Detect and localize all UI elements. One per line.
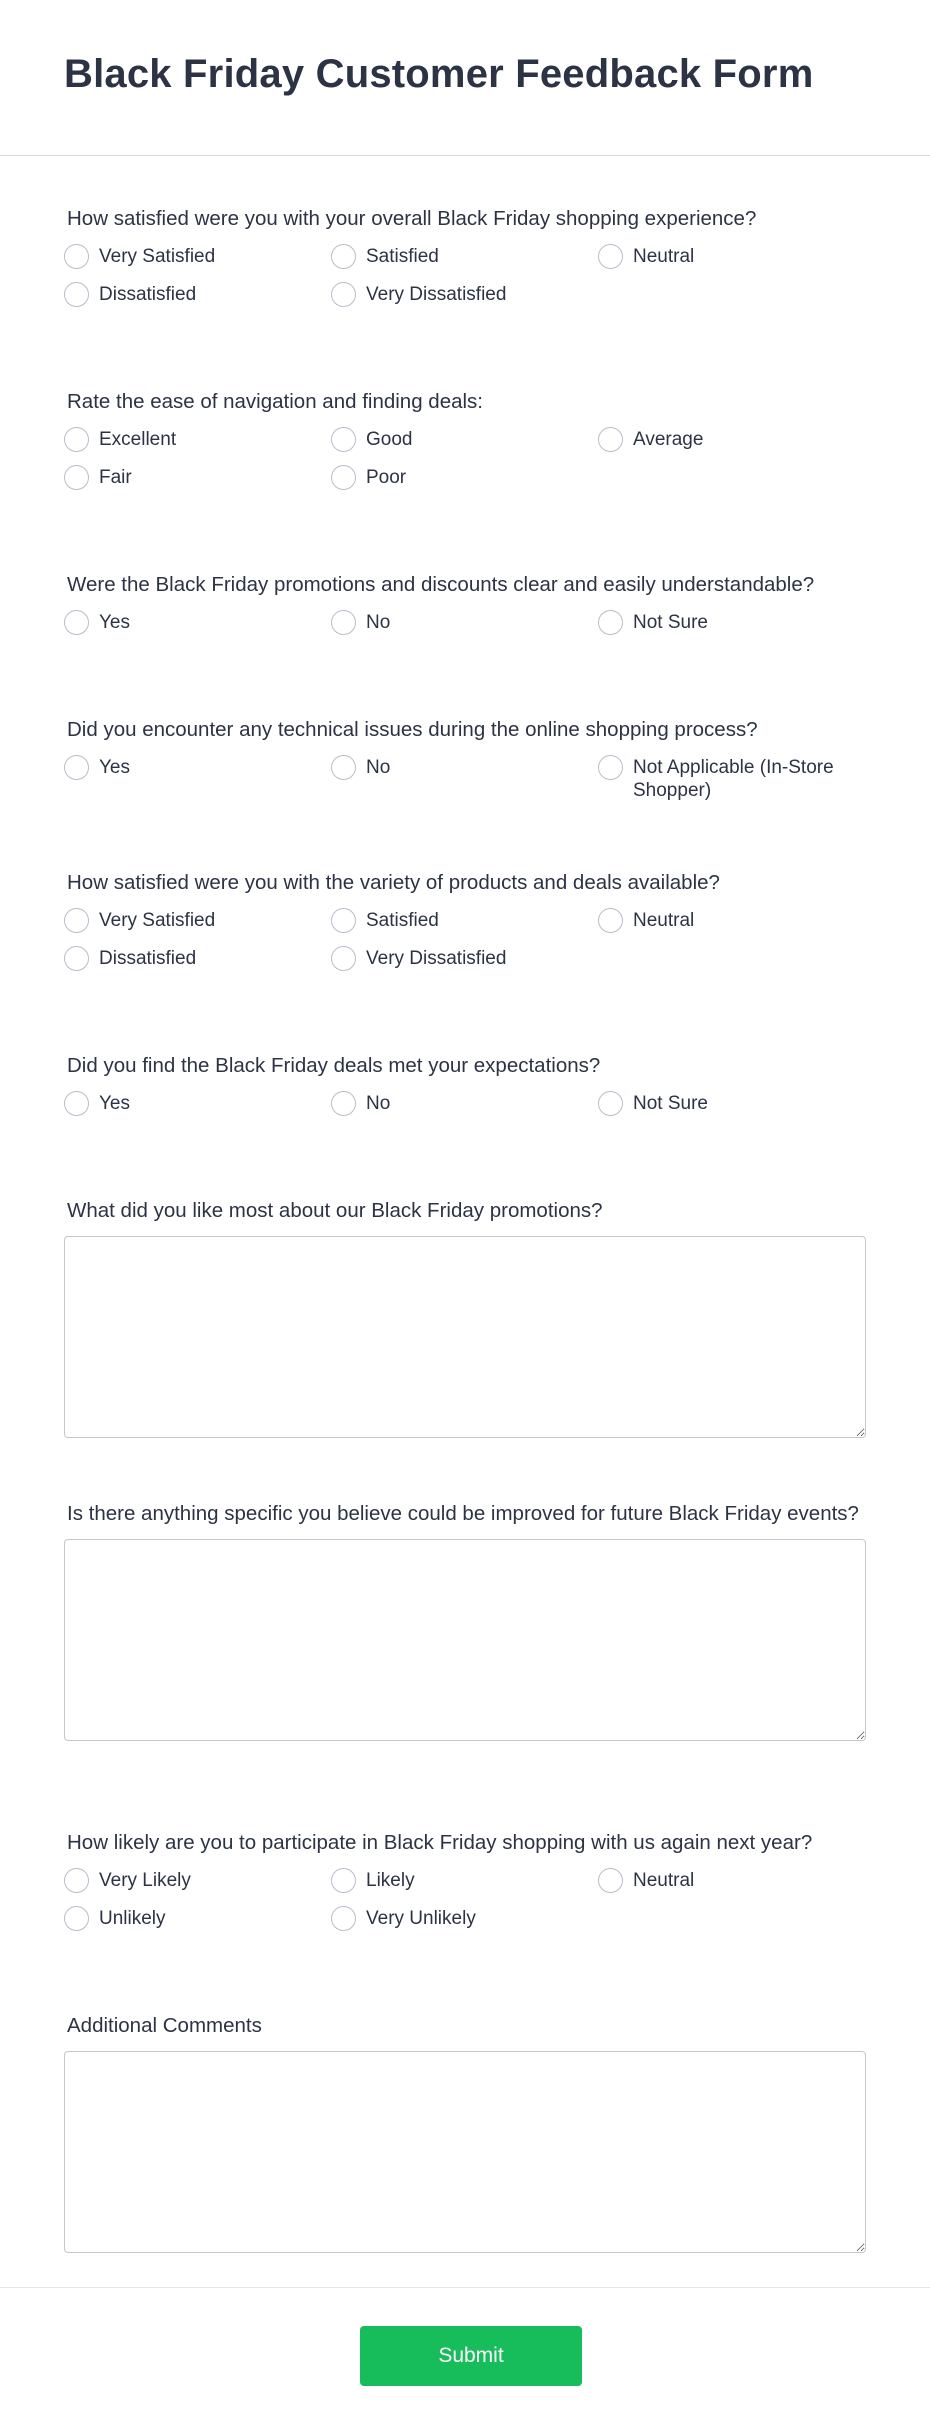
radio-option-label: Very Satisfied	[99, 246, 216, 267]
radio-button[interactable]	[331, 1868, 356, 1893]
radio-option[interactable]	[598, 1868, 866, 1893]
radio-option[interactable]	[331, 465, 598, 490]
radio-option[interactable]	[598, 1091, 866, 1116]
radio-button[interactable]	[331, 1091, 356, 1116]
question-label: Rate the ease of navigation and finding deals:	[67, 390, 483, 413]
radio-option[interactable]	[64, 908, 331, 933]
radio-option-label: No	[366, 1093, 391, 1114]
radio-option-label: Not Applicable (In-Store Shopper)	[633, 757, 834, 801]
radio-option-label: Very Unlikely	[366, 1908, 476, 1929]
radio-button[interactable]	[598, 908, 623, 933]
liked-most-textarea[interactable]	[64, 1236, 866, 1438]
radio-option[interactable]	[331, 1906, 598, 1931]
question-label: Is there anything specific you believe could be improved for future Black Friday events?	[67, 1502, 859, 1525]
radio-option[interactable]	[331, 946, 598, 971]
radio-button[interactable]	[64, 610, 89, 635]
radio-option[interactable]	[64, 1091, 331, 1116]
radio-button[interactable]	[598, 610, 623, 635]
radio-button[interactable]	[64, 755, 89, 780]
radio-button[interactable]	[331, 427, 356, 452]
radio-option-label: Satisfied	[366, 910, 439, 931]
radio-option-label: Not Sure	[633, 612, 708, 633]
radio-option-label: No	[366, 757, 391, 778]
radio-button[interactable]	[64, 1868, 89, 1893]
radio-button[interactable]	[331, 282, 356, 307]
radio-group	[64, 908, 866, 971]
radio-button[interactable]	[331, 908, 356, 933]
radio-option[interactable]	[64, 282, 331, 307]
textarea-wrapper	[64, 1539, 866, 1741]
radio-button[interactable]	[331, 610, 356, 635]
radio-option[interactable]	[598, 427, 866, 452]
radio-button[interactable]	[64, 946, 89, 971]
radio-button[interactable]	[64, 465, 89, 490]
radio-option-label: Dissatisfied	[99, 948, 197, 969]
radio-button[interactable]	[598, 427, 623, 452]
radio-option[interactable]	[331, 282, 598, 307]
radio-option-label: Unlikely	[99, 1908, 166, 1929]
question-participate-again	[64, 1830, 866, 1931]
form-header	[0, 0, 930, 156]
question-additional-comments	[64, 2013, 866, 2253]
submit-button[interactable]: Submit	[360, 2326, 582, 2386]
question-technical-issues	[64, 717, 866, 802]
radio-option[interactable]	[331, 427, 598, 452]
question-label: Were the Black Friday promotions and discounts clear and easily understandable?	[67, 573, 815, 596]
radio-group	[64, 610, 866, 635]
radio-option[interactable]	[331, 908, 598, 933]
radio-button[interactable]	[331, 1906, 356, 1931]
radio-group	[64, 755, 866, 802]
radio-option[interactable]	[331, 755, 598, 802]
radio-option[interactable]	[331, 244, 598, 269]
radio-option-label: Yes	[99, 757, 130, 778]
question-label: How likely are you to participate in Black Friday shopping with us again next year?	[67, 1831, 813, 1854]
radio-button[interactable]	[331, 755, 356, 780]
radio-group	[64, 427, 866, 490]
radio-option-label: Neutral	[633, 910, 695, 931]
radio-button[interactable]	[598, 1868, 623, 1893]
radio-group	[64, 1091, 866, 1116]
improvements-textarea[interactable]	[64, 1539, 866, 1741]
question-navigation-ease	[64, 389, 866, 490]
radio-option[interactable]	[64, 244, 331, 269]
radio-option-label: Yes	[99, 612, 130, 633]
textarea-wrapper	[64, 1236, 866, 1438]
radio-option[interactable]	[331, 610, 598, 635]
radio-option[interactable]	[64, 1906, 331, 1931]
radio-button[interactable]	[331, 465, 356, 490]
radio-option[interactable]	[64, 755, 331, 802]
radio-option[interactable]	[598, 755, 866, 802]
radio-option[interactable]	[331, 1091, 598, 1116]
radio-option-label: Yes	[99, 1093, 130, 1114]
radio-button[interactable]	[64, 1906, 89, 1931]
radio-option[interactable]	[64, 1868, 331, 1893]
radio-option-label: Very Likely	[99, 1870, 191, 1891]
radio-button[interactable]	[64, 908, 89, 933]
radio-option-label: Not Sure	[633, 1093, 708, 1114]
radio-option[interactable]	[598, 244, 866, 269]
radio-option[interactable]	[64, 465, 331, 490]
radio-button[interactable]	[598, 1091, 623, 1116]
question-label: What did you like most about our Black Friday promotions?	[67, 1199, 603, 1222]
question-product-variety	[64, 870, 866, 971]
question-label: How satisfied were you with the variety of products and deals available?	[67, 871, 720, 894]
radio-button[interactable]	[64, 244, 89, 269]
radio-option-label: Very Dissatisfied	[366, 948, 507, 969]
textarea-wrapper	[64, 2051, 866, 2253]
question-promotions-clarity	[64, 572, 866, 635]
radio-button[interactable]	[64, 282, 89, 307]
question-improvements	[64, 1501, 866, 1741]
radio-button[interactable]	[598, 244, 623, 269]
radio-option-label: Neutral	[633, 1870, 695, 1891]
question-label: How satisfied were you with your overall Black Friday shopping experience?	[67, 207, 757, 230]
radio-option-label: Very Satisfied	[99, 910, 216, 931]
question-deals-expectations	[64, 1053, 866, 1116]
radio-option[interactable]	[64, 427, 331, 452]
radio-option-label: Neutral	[633, 246, 695, 267]
radio-button[interactable]	[331, 946, 356, 971]
radio-option[interactable]	[331, 1868, 598, 1893]
radio-option-label: Very Dissatisfied	[366, 284, 507, 305]
radio-button[interactable]	[598, 755, 623, 780]
radio-option-label: Dissatisfied	[99, 284, 197, 305]
radio-option-label: Satisfied	[366, 246, 439, 267]
question-label: Did you encounter any technical issues during the online shopping process?	[67, 718, 758, 741]
radio-group	[64, 244, 866, 307]
radio-option-label: Average	[633, 429, 704, 450]
question-overall-satisfaction	[64, 206, 866, 307]
radio-button[interactable]	[331, 244, 356, 269]
form-footer	[0, 2287, 930, 2433]
radio-option[interactable]	[64, 946, 331, 971]
question-label: Additional Comments	[67, 2014, 262, 2037]
question-label: Did you find the Black Friday deals met your expectations?	[67, 1054, 601, 1077]
additional-comments-textarea[interactable]	[64, 2051, 866, 2253]
radio-option-label: Good	[366, 429, 413, 450]
question-liked-most	[64, 1198, 866, 1438]
radio-option[interactable]	[598, 908, 866, 933]
radio-option-label: Fair	[99, 467, 132, 488]
radio-option[interactable]	[598, 610, 866, 635]
radio-option-label: Likely	[366, 1870, 415, 1891]
radio-group	[64, 1868, 866, 1931]
radio-option-label: Excellent	[99, 429, 177, 450]
radio-option[interactable]	[64, 610, 331, 635]
radio-option-label: Poor	[366, 467, 407, 488]
radio-option-label: No	[366, 612, 391, 633]
radio-button[interactable]	[64, 1091, 89, 1116]
form-title: Black Friday Customer Feedback Form	[64, 52, 814, 96]
radio-button[interactable]	[64, 427, 89, 452]
